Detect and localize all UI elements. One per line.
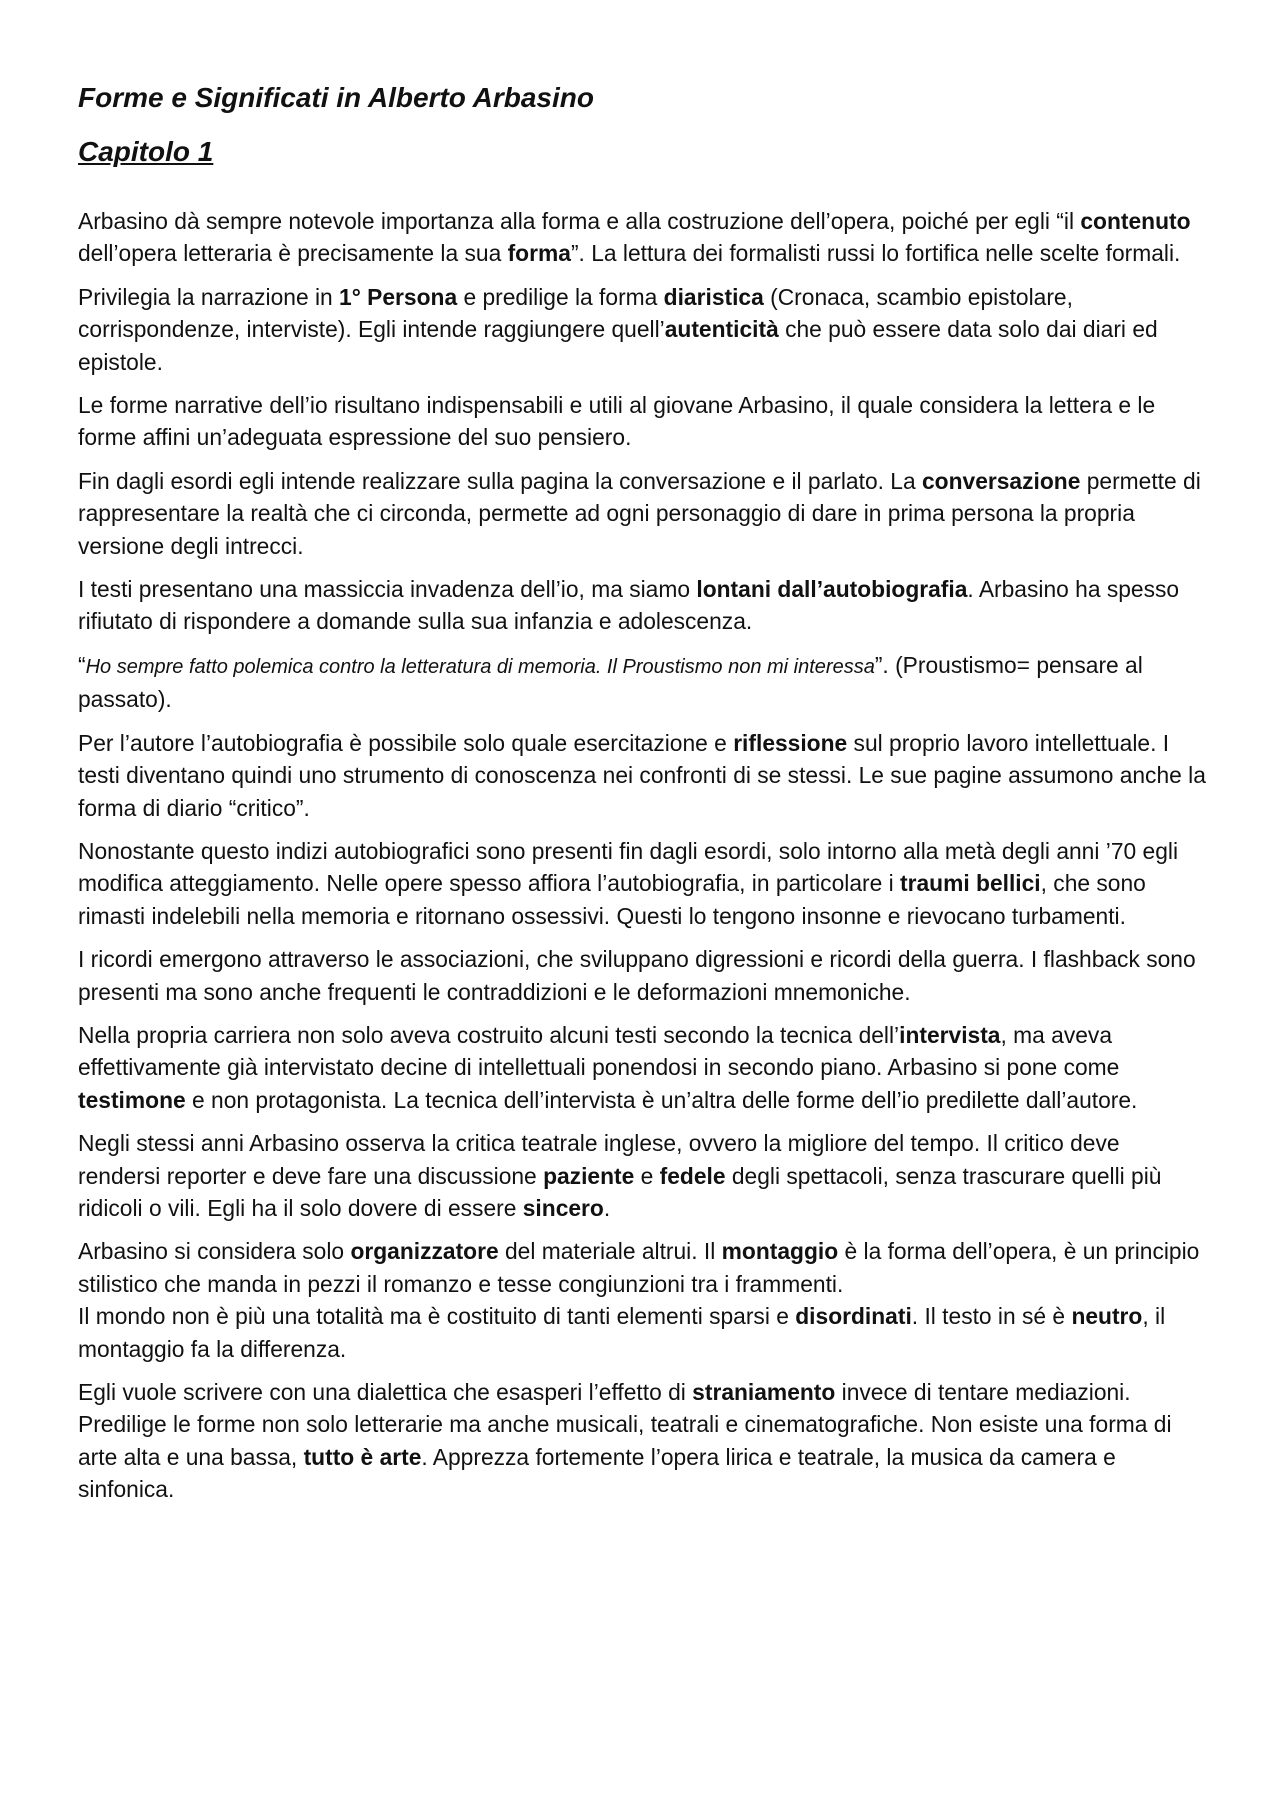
document-title: Forme e Significati in Alberto Arbasino (78, 82, 594, 113)
paragraph (78, 835, 1208, 932)
document-page (78, 78, 1208, 1517)
text-run: invece di tentare mediazioni. Predilige le forme non solo letterarie ma anche musicali, teatrali e cinematografiche. Non esiste una forma di arte alta e una bassa, (78, 1379, 1172, 1470)
text-run: . Arbasino ha spesso rifiutato di rispondere a domande sulla sua infanzia e adolescenza. (78, 576, 1180, 635)
bold-term: lontani dall’autobiografia (696, 576, 968, 603)
text-run: e non protagonista. La tecnica dell’intervista è un’altra delle forme dell’io predilette dall’autore. (185, 1086, 1138, 1113)
text-run: Egli vuole scrivere con una dialettica che esasperi l’effetto di (78, 1379, 693, 1405)
bold-term: paziente (543, 1162, 635, 1189)
text-run: che può essere data solo dai diari ed epistole. (78, 316, 1158, 375)
bold-term: montaggio (721, 1238, 839, 1265)
text-run: Negli stessi anni Arbasino osserva la critica teatrale inglese, ovvero la migliore del tempo. Il critico deve rendersi reporter e deve fare una discussione (78, 1130, 1120, 1189)
paragraph (78, 1127, 1208, 1224)
bold-term: tutto è arte (303, 1443, 422, 1470)
text-run: . Apprezza fortemente l’opera lirica e teatrale, la musica da camera e sinfonica. (78, 1443, 1116, 1503)
paragraph (78, 1376, 1208, 1506)
bold-term: contenuto (1080, 208, 1191, 234)
paragraph (78, 649, 1208, 716)
text-run: Le forme narrative dell’io risultano indispensabili e utili al giovane Arbasino, il quale considera la lettera e le forme affini un’adeguata espressione del suo pensiero. (78, 392, 1156, 451)
text-run: Nella propria carriera non solo aveva costruito alcuni testi secondo la tecnica dell’ (78, 1021, 900, 1048)
paragraph (78, 727, 1208, 824)
bold-term: riflessione (733, 729, 848, 756)
text-run: “ (78, 651, 86, 678)
text-run: ”. (Proustismo= pensare al passato). (78, 651, 1143, 713)
text-run: (Cronaca, scambio epistolare, corrispondenze, interviste). Egli intende raggiungere quell’ (78, 283, 1073, 343)
text-run: del materiale altrui. Il (498, 1238, 722, 1265)
text-run: I testi presentano una massiccia invadenza dell’io, ma siamo (78, 576, 697, 603)
bold-term: autenticità (664, 316, 779, 343)
text-run: Arbasino dà sempre notevole importanza alla forma e alla costruzione dell’opera, poiché per egli “il (78, 208, 1081, 234)
bold-term: disordinati (795, 1303, 912, 1330)
text-run: . Il testo in sé è (911, 1303, 1072, 1330)
document-body (78, 205, 1208, 1506)
paragraph (78, 1235, 1208, 1365)
quotation: Ho sempre fatto polemica contro la letteratura di memoria. Il Proustismo non mi interessa (85, 655, 875, 678)
bold-term: testimone (78, 1086, 186, 1113)
text-run: e (634, 1162, 660, 1189)
text-run: , il montaggio fa la differenza. (78, 1303, 1166, 1362)
bold-term: forma (507, 240, 571, 267)
paragraph (78, 1019, 1208, 1116)
bold-term: intervista (899, 1021, 1001, 1048)
paragraph (78, 943, 1208, 1008)
bold-term: fedele (659, 1162, 726, 1189)
bold-term: neutro (1071, 1303, 1143, 1330)
text-run: , ma aveva effettivamente già intervistato decine di intellettuali ponendosi in secondo piano. Arbasino si pone come (78, 1021, 1120, 1081)
text-run: Il mondo non è più una totalità ma è costituito di tanti elementi sparsi e (78, 1303, 796, 1330)
paragraph (78, 389, 1208, 454)
text-run: e predilige la forma (457, 283, 664, 310)
paragraph (78, 281, 1208, 378)
text-run: , che sono rimasti indelebili nella memoria e ritornano ossessivi. Questi lo tengono insonne e rievocano turbamenti. (78, 870, 1146, 929)
text-run: Per l’autore l’autobiografia è possibile solo quale esercitazione e (78, 729, 734, 756)
chapter-title: Capitolo 1 (78, 136, 214, 167)
bold-term: traumi bellici (900, 870, 1041, 897)
text-run: sul proprio lavoro intellettuale. I testi diventano quindi uno strumento di conoscenza nei confronti di se stessi. Le sue pagine assumono anche la forma di diario “critico”. (78, 729, 1206, 821)
text-run: ”. La lettura dei formalisti russi lo fortifica nelle scelte formali. (570, 240, 1181, 267)
bold-term: sincero (522, 1194, 604, 1221)
text-run: Privilegia la narrazione in (78, 283, 340, 310)
text-run: è la forma dell’opera, è un principio stilistico che manda in pezzi il romanzo e tesse congiunzioni tra i frammenti. (78, 1238, 1200, 1297)
text-run: Fin dagli esordi egli intende realizzare sulla pagina la conversazione e il parlato. La (78, 467, 922, 494)
bold-term: straniamento (692, 1379, 836, 1405)
text-run: dell’opera letteraria è precisamente la sua (78, 240, 508, 267)
bold-term: conversazione (922, 467, 1081, 494)
bold-term: diaristica (663, 283, 764, 310)
text-run: degli spettacoli, senza trascurare quelli più ridicoli o vili. Egli ha il solo dovere di essere (78, 1162, 1162, 1221)
paragraph (78, 465, 1208, 562)
paragraph (78, 573, 1208, 638)
bold-term: organizzatore (350, 1238, 499, 1265)
bold-term: 1° Persona (339, 283, 458, 310)
text-run: Arbasino si considera solo (78, 1238, 351, 1265)
text-run: . (603, 1194, 611, 1221)
text-run: permette di rappresentare la realtà che ci circonda, permette ad ogni personaggio di dare in prima persona la propria versione degli intrecci. (78, 467, 1201, 559)
text-run: I ricordi emergono attraverso le associazioni, che sviluppano digressioni e ricordi della guerra. I flashback sono presenti ma sono anche frequenti le contraddizioni e le deformazioni mnemoniche. (78, 946, 1196, 1005)
text-run: Nonostante questo indizi autobiografici sono presenti fin dagli esordi, solo intorno alla metà degli anni ’70 egli modifica atteggiamento. Nelle opere spesso affiora l’autobiografia, in particolare i (78, 837, 1179, 897)
paragraph (78, 205, 1208, 270)
